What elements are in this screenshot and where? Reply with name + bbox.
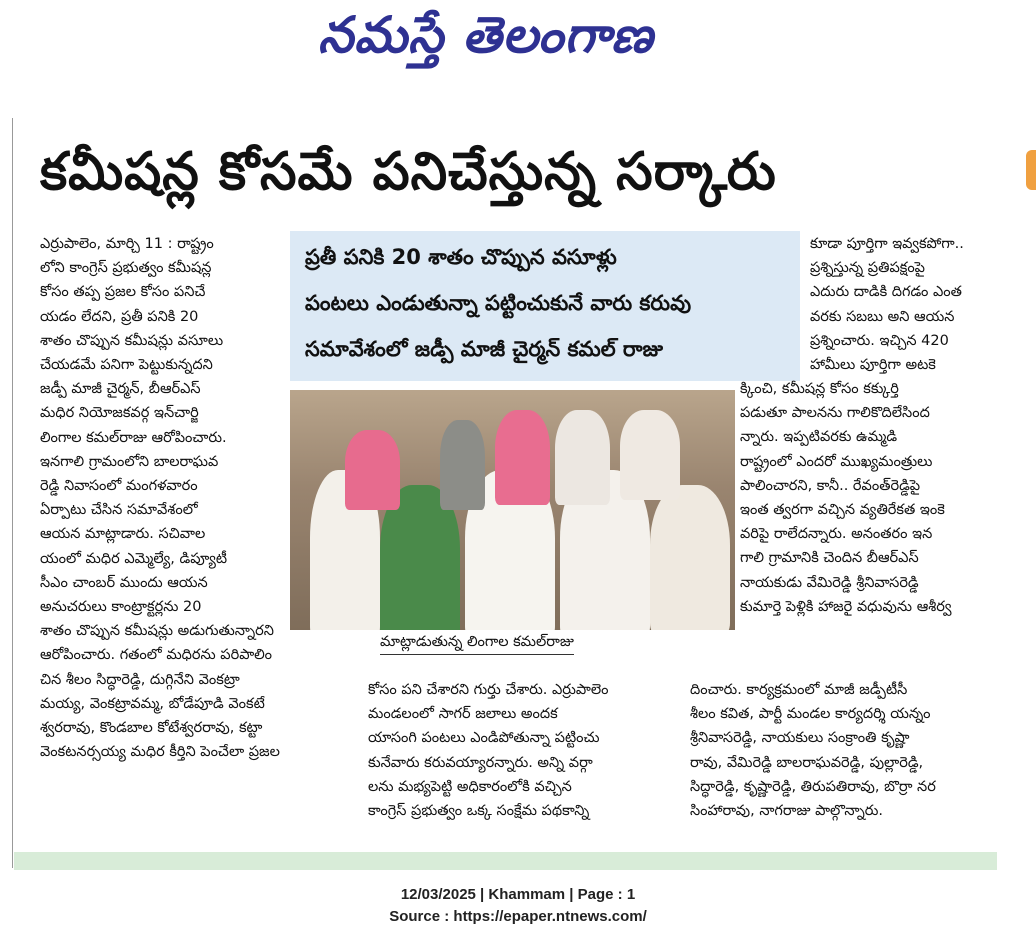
article-photo: [290, 390, 735, 630]
article-column-3-bottom: [690, 678, 990, 823]
photo-person: [620, 410, 680, 500]
text-line: మధిర నియోజకవర్గ ఇన్‌చార్జి: [40, 405, 199, 422]
article-column-4-middle: [740, 377, 990, 619]
footer-date-edition: 12/03/2025 | Khammam | Page : 1: [400, 886, 636, 903]
newspaper-logo: నమస్తే తెలంగాణ: [318, 6, 654, 64]
text-line: శ్రీనివాసరెడ్డి, నాయకులు సంక్రాంతి కృష్ణా: [690, 730, 910, 747]
headline: కమీషన్ల కోసమే పనిచేస్తున్న సర్కారు: [40, 142, 777, 202]
text-line: శాతం చొప్పున కమీషన్లు వసూలు: [40, 332, 224, 349]
article-column-1: [40, 232, 282, 764]
text-line: లోని కాంగ్రెస్ ప్రభుత్వం కమీషన్ల: [40, 260, 212, 277]
photo-person: [650, 485, 730, 630]
text-line: రెడ్డి నివాసంలో మంగళవారం: [40, 478, 198, 495]
text-line: ఎర్రుపాలెం, మార్చి 11 : రాష్ట్రం: [40, 236, 214, 252]
text-line: చేయడమే పనిగా పెట్టుకున్నదని: [40, 357, 213, 374]
text-line: ప్రశ్నిస్తున్న ప్రతిపక్షంపై: [810, 260, 925, 277]
text-line: కాంగ్రెస్ ప్రభుత్వం ఒక్క సంక్షేమ పథకాన్ని: [368, 803, 590, 820]
text-line: మయ్య, వెంకట్రావమ్మ, బోడేపూడి వెంకటే: [40, 695, 265, 712]
text-line: ఆరోపించారు. గతంలో మధిరను పరిపాలిం: [40, 647, 273, 664]
text-line: కూడా పూర్తిగా ఇవ్వకపోగా..: [810, 236, 964, 252]
text-line: సిద్ధారెడ్డి, కృష్ణారెడ్డి, తిరుపతిరావు, బొర్రా నర: [690, 778, 936, 795]
text-line: ప్రశ్నించారు. ఇచ్చిన 420: [810, 332, 949, 349]
text-line: వెంకటనర్సయ్య మధిర కీర్తిని పెంచేలా ప్రజల: [40, 744, 280, 761]
text-line: ఎదురు దాడికి దిగడం ఎంత: [810, 284, 962, 301]
photo-person: [440, 420, 485, 510]
text-line: యడం లేదని, ప్రతీ పనికి 20: [40, 308, 199, 325]
text-line: న్నారు. ఇప్పటివరకు ఉమ్మడి: [740, 429, 898, 446]
text-line: ఏర్పాటు చేసిన సమావేశంలో: [40, 502, 198, 519]
photo-person: [495, 410, 550, 505]
text-line: యంలో మధిర ఎమ్మెల్యే, డిప్యూటీ: [40, 550, 228, 567]
text-line: అనుచరులు కాంట్రాక్టర్లను 20: [40, 599, 202, 616]
article-column-2-bottom: [368, 678, 668, 823]
text-line: హామీలు పూర్తిగా అటకె: [810, 357, 936, 374]
text-line: క్కించి, కమీషన్ల కోసం కక్కుర్తి: [740, 381, 899, 397]
text-line: రాష్ట్రంలో ఎందరో ముఖ్యమంత్రులు: [740, 453, 933, 470]
text-line: గాలి గ్రామానికి చెందిన బీఆర్ఎస్: [740, 550, 919, 567]
footer: [0, 884, 1036, 928]
text-line: కోసం పని చేశారని గుర్తు చేశారు. ఎర్రుపాలెం: [368, 682, 609, 698]
footer-source-link[interactable]: Source : https://epaper.ntnews.com/: [389, 908, 647, 925]
text-line: కోసం తప్ప ప్రజల కోసం పనిచే: [40, 284, 206, 301]
text-line: దించారు. కార్యక్రమంలో మాజీ జడ్పీటీసీ: [690, 682, 908, 698]
text-line: వరిపై రాలేదన్నారు. అనంతరం ఇన: [740, 526, 933, 543]
text-line: పాలించారని, కానీ.. రేవంత్‌రెడ్డిపై: [740, 477, 921, 494]
text-line: శాతం చొప్పున కమీషన్లు అడుగుతున్నారని: [40, 623, 274, 640]
text-line: పడుతూ పాలనను గాలికొదిలేసింద: [740, 405, 930, 422]
masthead: [0, 0, 1036, 100]
text-line: సీఎం చాంబర్ ముందు ఆయన: [40, 574, 208, 591]
text-line: నాయకుడు వేమిరెడ్డి శ్రీనివాసరెడ్డి: [740, 574, 919, 591]
text-line: కునేవారు కరువయ్యారన్నారు. అన్ని వర్గా: [368, 754, 593, 771]
text-line: కుమార్తె పెళ్లికి హాజరై వధువును ఆశీర్వ: [740, 598, 952, 615]
text-line: ఇంత త్వరగా వచ్చిన వ్యతిరేకత ఇంకె: [740, 502, 945, 519]
adjacent-article-edge: [1026, 150, 1036, 190]
text-line: మండలంలో సాగర్ జలాలు అందక: [368, 706, 558, 723]
text-line: వరకు సబబు అని ఆయన: [810, 308, 955, 325]
next-article-strip: [14, 852, 997, 870]
photo-person: [345, 430, 400, 510]
article-column-4-top: [810, 232, 990, 377]
text-line: ఆయన మాట్లాడారు. సచివాల: [40, 526, 206, 543]
sub-headline-box: [290, 231, 800, 381]
deck-line-3: సమావేశంలో జడ్పీ మాజీ చైర్మన్ కమల్ రాజు: [305, 337, 663, 361]
photo-caption: మాట్లాడుతున్న లింగాల కమల్‌రాజు: [380, 634, 574, 655]
text-line: శీలం కవిత, పార్టీ మండల కార్యదర్శి యన్నం: [690, 706, 931, 723]
text-line: లింగాల కమల్‌రాజు ఆరోపించారు.: [40, 429, 227, 446]
text-line: సింహారావు, నాగరాజు పాల్గొన్నారు.: [690, 803, 883, 820]
deck-line-2: పంటలు ఎండుతున్నా పట్టించుకునే వారు కరువు: [305, 291, 692, 315]
text-line: రావు, వేమిరెడ్డి బాలరాఘవరెడ్డి, పుల్లారెడ్డి,: [690, 754, 924, 771]
text-line: శ్వరరావు, కొండబాల కోటేశ్వరరావు, కట్టా: [40, 720, 263, 737]
text-line: ఇనగాలి గ్రామంలోని బాలరాఘవ: [40, 453, 219, 470]
photo-person: [555, 410, 610, 505]
text-line: జడ్పీ మాజీ చైర్మన్, బీఆర్ఎస్: [40, 381, 201, 398]
text-line: లను మభ్యపెట్టి అధికారంలోకి వచ్చిన: [368, 778, 572, 795]
deck-line-1: ప్రతీ పనికి 20 శాతం చొప్పున వసూళ్లు: [305, 245, 617, 269]
text-line: చిన శీలం సిద్ధారెడ్డి, దుగ్గినేని వెంకట్రా: [40, 671, 240, 688]
text-line: యాసంగి పంటలు ఎండిపోతున్నా పట్టించు: [368, 730, 600, 747]
